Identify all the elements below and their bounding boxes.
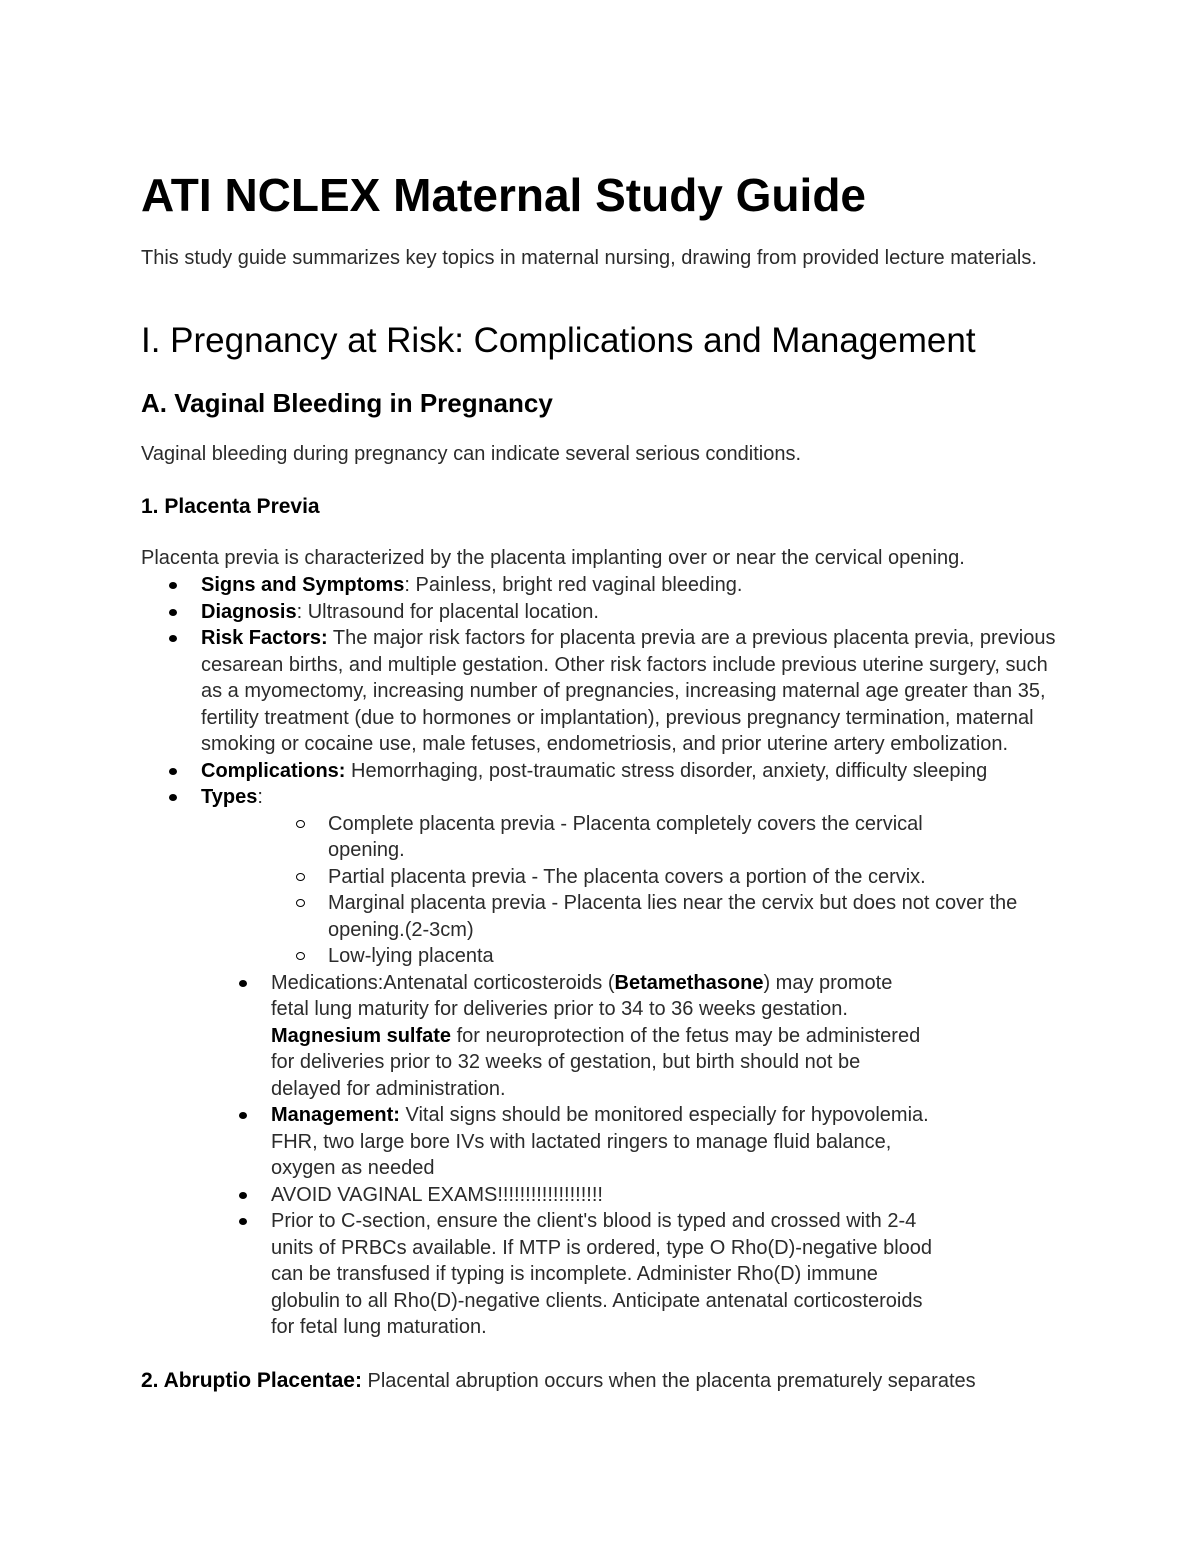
management-label: Management: [271, 1104, 400, 1126]
management-text: Vital signs should be monitored especially for hypovolemia. FHR, two large bore IVs with lactated ringers to manage fluid balance, oxygen as needed [271, 1104, 929, 1179]
sub-list-item: Complete placenta previa - Placenta completely covers the cervical opening. [141, 811, 1061, 864]
abruptio-paragraph [141, 1367, 976, 1395]
bullet-text: Painless, bright red vaginal bleeding. [415, 574, 743, 596]
medications-prefix: Medications:Antenatal corticosteroids ( [271, 971, 615, 994]
bullet-text: Hemorrhaging, post-traumatic stress disorder, anxiety, difficulty sleeping [351, 759, 988, 782]
list-item: Prior to C-section, ensure the client's blood is typed and crossed with 2-4 units of PRBCs available. If MTP is ordered, type O Rho(D)-negative blood can be transfused if typing is incomplete. Administer Rho(D) immune globulin to all Rho(D)-negative clients. Anticipate antenatal corticosteroids for fetal lung maturation. [141, 1208, 1061, 1341]
subsection-heading: A. Vaginal Bleeding in Pregnancy [141, 388, 553, 418]
list-item [141, 758, 1061, 785]
placenta-previa-bullets [141, 572, 1061, 1341]
section-heading: I. Pregnancy at Risk: Complications and Management [141, 321, 976, 360]
medications-middle: ) may promote fetal lung maturity for deliveries prior to 34 to 36 weeks gestation. [271, 971, 893, 1020]
bullet-label: Risk Factors: [201, 627, 328, 649]
sub-list-item: Marginal placenta previa - Placenta lies near the cervix but does not cover the opening.(2-3cm) [141, 890, 1061, 943]
medications-suffix: for neuroprotection of the fetus may be administered for deliveries prior to 32 weeks of gestation, but birth should not be delayed for administration. [271, 1024, 921, 1100]
bullet-text: The major risk factors for placenta previa are a previous placenta previa, previous cesarean births, and multiple gestation. Other risk factors include previous uterine surgery, such as a myomectomy, increasing number of pregnancies, increasing maternal age greater than 35, fertility treatment (due to hormones or implantation), previous pregnancy termination, maternal smoking or cocaine use, male fetuses, endometriosis, and prior uterine artery embolization. [201, 627, 1056, 755]
bullet-sep: : [404, 574, 416, 596]
list-item [141, 970, 1061, 1103]
bullet-label: Complications: [201, 759, 346, 782]
sub-list-item: Low-lying placenta [141, 943, 1061, 970]
intro-paragraph: This study guide summarizes key topics in maternal nursing, drawing from provided lecture materials. [141, 247, 1037, 269]
topic-description: Placenta previa is characterized by the placenta implanting over or near the cervical opening. [141, 547, 965, 569]
drug-betamethasone: Betamethasone [614, 971, 764, 994]
abruptio-text: Placental abruption occurs when the placenta prematurely separates [361, 1370, 976, 1392]
sub-list-item: Partial placenta previa - The placenta covers a portion of the cervix. [141, 864, 1061, 891]
list-item [141, 1102, 1061, 1182]
management-list [141, 970, 1061, 1341]
list-item: AVOID VAGINAL EXAMS!!!!!!!!!!!!!!!!!!! [141, 1182, 1061, 1209]
subsection-intro: Vaginal bleeding during pregnancy can indicate several serious conditions. [141, 443, 802, 465]
list-item [141, 625, 1061, 758]
topic-heading-abruptio: 2. Abruptio Placentae: [141, 1369, 362, 1392]
drug-magnesium-sulfate: Magnesium sulfate [271, 1024, 452, 1047]
list-item [141, 599, 1061, 626]
document-title: ATI NCLEX Maternal Study Guide [141, 169, 866, 221]
topic-heading-placenta-previa: 1. Placenta Previa [141, 495, 320, 518]
list-item [141, 572, 1061, 599]
bullet-label: Types [201, 786, 258, 808]
types-list [141, 811, 1061, 970]
list-item [141, 784, 1061, 1341]
bullet-sep: : [296, 600, 308, 623]
bullet-label: Signs and Symptoms [201, 574, 405, 596]
bullet-text: Ultrasound for placental location. [307, 600, 599, 623]
bullet-sep: : [257, 786, 263, 808]
bullet-label: Diagnosis [201, 600, 297, 623]
